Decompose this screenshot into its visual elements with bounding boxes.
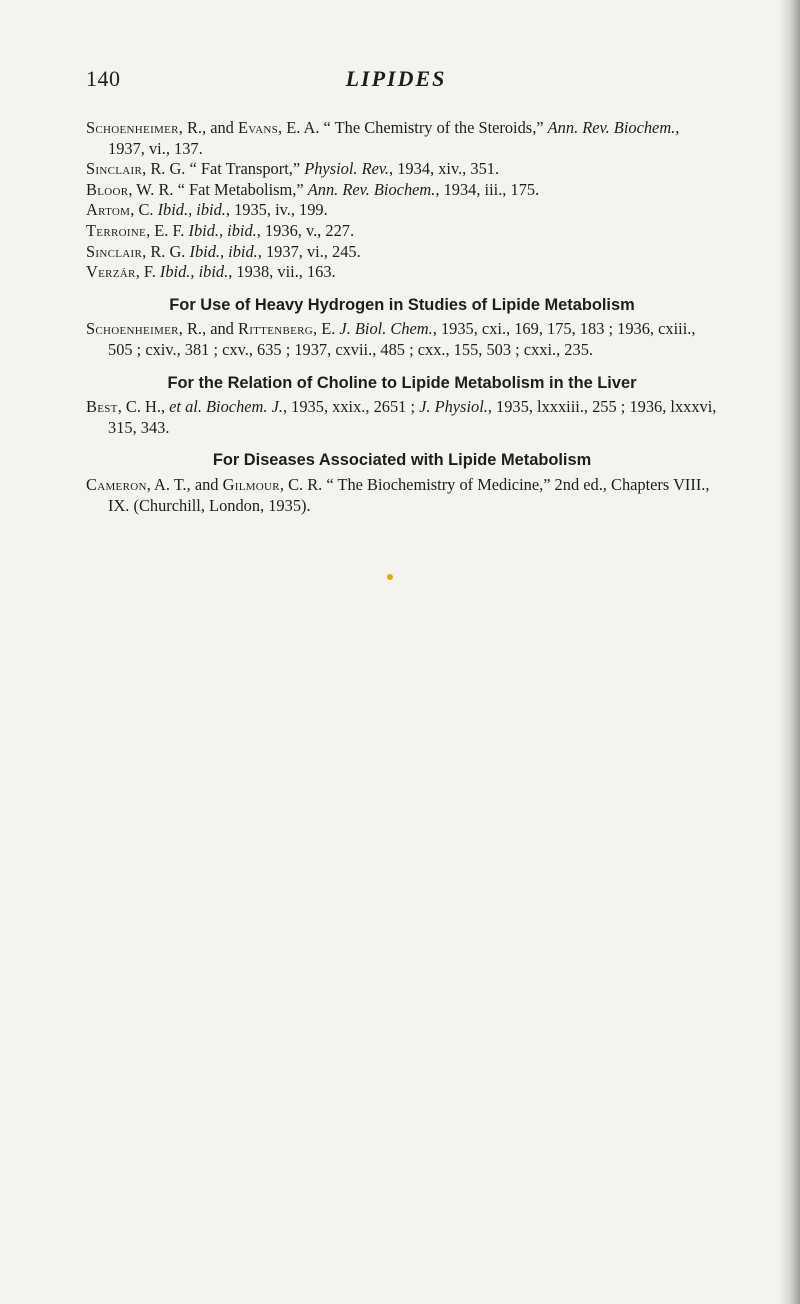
author-name: Sinclair (86, 159, 143, 179)
reference-text: , 1934, xiv., 351. (389, 159, 500, 179)
journal-title: Biochem. J. (206, 397, 283, 417)
reference-text: , F. (135, 262, 160, 282)
reference-text: , 1934, iii., 175. (435, 179, 540, 199)
reference-text: , A. T., and (146, 474, 223, 494)
journal-title: Ann. Rev. Biochem. (547, 118, 676, 137)
author-name: Bloor (86, 179, 129, 199)
reference-text: , 1938, vii., 163. (228, 262, 336, 282)
journal-title: et al. (169, 397, 202, 417)
running-title: LIPIDES (345, 66, 447, 91)
reference-text: , 1935, iv., 199. (225, 200, 328, 220)
reference-entry (86, 319, 718, 360)
author-name: Artom (86, 200, 131, 220)
section-heading: For Use of Heavy Hydrogen in Studies of Lipide Metabolism (169, 295, 635, 314)
reference-text: , C. (130, 200, 158, 220)
journal-title: Ibid., ibid. (189, 241, 258, 261)
journal-title: Ibid., ibid. (188, 220, 257, 240)
reference-entry (86, 118, 718, 159)
author-name: Schoenheimer (86, 319, 179, 339)
reference-section (86, 450, 718, 516)
reference-entry (86, 475, 718, 516)
reference-text: , 1935, xxix., 2651 ; (282, 397, 420, 417)
reference-entry (86, 397, 718, 438)
reference-section (86, 373, 718, 439)
reference-entry (86, 221, 718, 242)
reference-entry (86, 200, 718, 221)
reference-text: , E. A. “ The Chemistry of the Steroids,” (278, 118, 548, 137)
reference-entry (86, 180, 718, 201)
journal-title: J. Biol. Chem. (339, 319, 433, 339)
reference-text: , R., and (178, 118, 238, 137)
page-number: 140 (86, 66, 121, 91)
reference-text: , C. H., (117, 397, 170, 417)
section-heading: For Diseases Associated with Lipide Metabolism (212, 451, 592, 470)
section-heading: For the Relation of Choline to Lipide Metabolism in the Liver (167, 373, 637, 392)
reference-text: , 1937, vi., 137. (108, 118, 680, 158)
author-name: Sinclair (86, 241, 143, 261)
reference-text: , 1935, lxxxiii., 255 ; 1936, lxxxvi, 315, 343. (108, 397, 717, 437)
reference-text: , 1936, v., 227. (256, 220, 355, 240)
author-name: Best (86, 397, 118, 417)
reference-text: , R., and (178, 319, 238, 339)
reference-text: , E. (313, 319, 340, 339)
reference-text: , W. R. “ Fat Metabolism,” (128, 179, 308, 199)
author-name: Rittenberg (237, 319, 314, 339)
ink-spot (387, 574, 393, 580)
reference-text: , R. G. “ Fat Transport,” (142, 159, 305, 179)
reference-text: , 1937, vi., 245. (257, 241, 361, 261)
author-name: Evans (237, 118, 279, 137)
journal-title: Ibid., ibid. (157, 200, 226, 220)
author-name: Verzár (86, 262, 136, 282)
journal-title: Ibid., ibid. (159, 262, 229, 282)
reference-section (86, 295, 718, 361)
author-name: Schoenheimer (86, 118, 179, 137)
author-name: Gilmour (222, 474, 280, 494)
reference-text: , C. R. “ The Biochemistry of Medicine,” 2nd ed., Chapters VIII., IX. (Churchill, London, 1935). (108, 474, 710, 515)
reference-text: , E. F. (146, 220, 189, 240)
author-name: Terroine (86, 220, 147, 240)
author-name: Cameron (86, 474, 147, 494)
journal-title: Physiol. Rev. (304, 159, 390, 179)
reference-list (86, 118, 718, 516)
reference-text: , 1935, cxi., 169, 175, 183 ; 1936, cxiii., 505 ; cxiv., 381 ; cxv., 635 ; 1937, cxvii., 485 ; cxx., 155, 503 ; cxxi., 235. (108, 319, 696, 359)
reference-entry (86, 159, 718, 180)
journal-title: J. Physiol. (419, 397, 488, 417)
reference-entry (86, 262, 718, 283)
reference-text: , R. G. (142, 241, 190, 261)
running-head (86, 66, 706, 96)
reference-entry (86, 242, 718, 263)
reference-section (86, 118, 718, 283)
page-edge-shadow (778, 0, 800, 1304)
journal-title: Ann. Rev. Biochem. (307, 179, 436, 199)
